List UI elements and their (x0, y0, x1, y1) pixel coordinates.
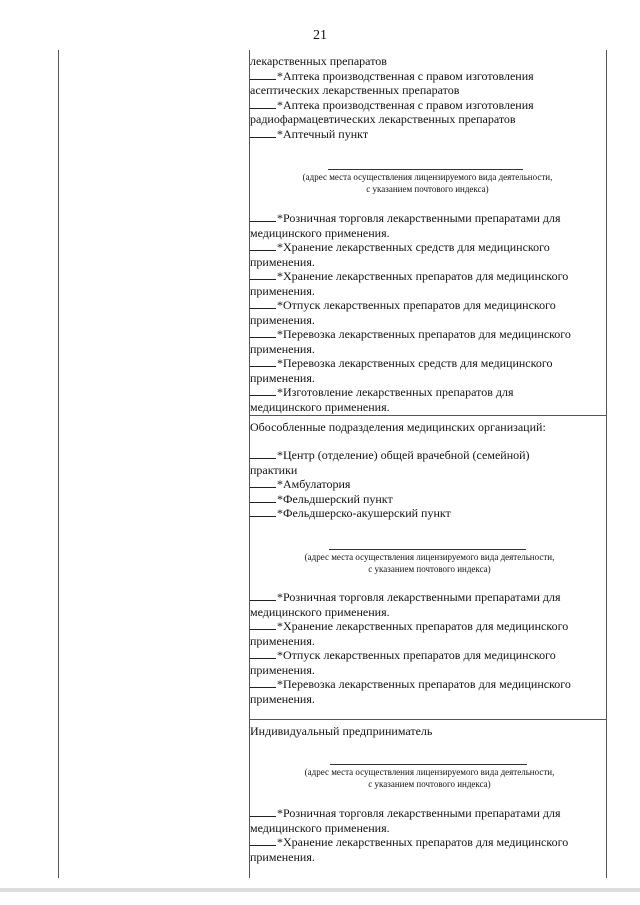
activity-item: *Изготовление лекарственных препаратов для (250, 385, 605, 400)
activity-item: *Перевозка лекарственных препаратов для медицинского (250, 677, 605, 692)
activity-item: *Отпуск лекарственных препаратов для медицинского (250, 648, 605, 663)
pharmacy-item-2: *Аптека производственная с правом изготовления (250, 98, 605, 113)
subdivision-item: *Амбулатория (250, 477, 605, 492)
address-caption-2: (адрес места осуществления лицензируемого вида деятельности, с указанием почтового индекса) (304, 552, 555, 574)
activity-item-cont: медицинского применения. (250, 399, 390, 414)
activity-item: *Хранение лекарственных препаратов для медицинского (250, 269, 605, 284)
checkbox-blank[interactable] (250, 69, 276, 80)
pharmacy-item-3: *Аптечный пункт (250, 127, 605, 142)
checkbox-blank[interactable] (250, 127, 276, 138)
checkbox-blank[interactable] (250, 677, 276, 688)
activity-item-cont: применения. (250, 312, 315, 327)
activity-item-cont: применения. (250, 849, 315, 864)
checkbox-blank[interactable] (250, 98, 276, 109)
checkbox-blank[interactable] (250, 590, 276, 601)
pharmacy-activities (250, 211, 605, 414)
address-line-3[interactable] (330, 764, 527, 765)
activity-item: *Розничная торговля лекарственными препаратами для (250, 806, 605, 821)
checkbox-blank[interactable] (250, 327, 276, 338)
checkbox-blank[interactable] (250, 356, 276, 367)
pharmacy-item-2-cont: радиофармацевтических лекарственных препаратов (250, 112, 516, 126)
activity-item: *Хранение лекарственных препаратов для медицинского (250, 619, 605, 634)
address-line-2[interactable] (329, 549, 526, 550)
activity-item: *Перевозка лекарственных препаратов для медицинского (250, 327, 605, 342)
checkbox-blank[interactable] (250, 477, 276, 488)
table-right-border (606, 50, 607, 878)
checkbox-blank[interactable] (250, 385, 276, 396)
section-title: Индивидуальный предприниматель (250, 724, 433, 738)
activity-item-cont: применения. (250, 691, 315, 706)
checkbox-blank[interactable] (250, 648, 276, 659)
row-divider-1 (249, 415, 607, 416)
activity-item-cont: медицинского применения. (250, 820, 390, 835)
medical-subdivision-types (250, 448, 605, 521)
medical-subdivisions-section (250, 420, 605, 435)
page-bottom-edge (0, 888, 640, 892)
subdivision-item: *Центр (отделение) общей врачебной (семейной) (250, 448, 605, 463)
address-caption-1: (адрес места осуществления лицензируемого вида деятельности, с указанием почтового индекса) (302, 172, 553, 194)
subdivision-item: *Фельдшерский пункт (250, 492, 605, 507)
activity-item: *Хранение лекарственных средств для медицинского (250, 240, 605, 255)
entrepreneur-activities (250, 806, 605, 864)
activity-item: *Хранение лекарственных препаратов для медицинского (250, 835, 605, 850)
page-number: 21 (313, 28, 327, 43)
checkbox-blank[interactable] (250, 269, 276, 280)
activity-item-cont: применения. (250, 370, 315, 385)
individual-entrepreneur-section (250, 724, 605, 739)
checkbox-blank[interactable] (250, 211, 276, 222)
subdivision-activities (250, 590, 605, 706)
activity-item-cont: применения. (250, 283, 315, 298)
activity-item: *Перевозка лекарственных средств для медицинского (250, 356, 605, 371)
activity-item-cont: медицинского применения. (250, 225, 390, 240)
section-title: Обособленные подразделения медицинских организаций: (250, 420, 546, 434)
pharmacy-item-1-cont: асептических лекарственных препаратов (250, 83, 460, 97)
checkbox-blank[interactable] (250, 492, 276, 503)
row-divider-2 (249, 719, 607, 720)
address-caption-3: (адрес места осуществления лицензируемого вида деятельности, с указанием почтового индекса) (304, 767, 555, 789)
activity-item-cont: медицинского применения. (250, 604, 390, 619)
subdivision-item: *Фельдшерско-акушерский пункт (250, 506, 605, 521)
activity-item-cont: применения. (250, 341, 315, 356)
activity-item: *Отпуск лекарственных препаратов для медицинского (250, 298, 605, 313)
checkbox-blank[interactable] (250, 240, 276, 251)
checkbox-blank[interactable] (250, 806, 276, 817)
table-left-outer-border (58, 50, 59, 878)
checkbox-blank[interactable] (250, 619, 276, 630)
pharmacy-item-1: *Аптека производственная с правом изготовления (250, 69, 605, 84)
address-line-1[interactable] (328, 169, 523, 170)
continuation-text: лекарственных препаратов (250, 54, 387, 68)
checkbox-blank[interactable] (250, 298, 276, 309)
checkbox-blank[interactable] (250, 506, 276, 517)
activity-item: *Розничная торговля лекарственными препаратами для (250, 590, 605, 605)
checkbox-blank[interactable] (250, 448, 276, 459)
checkbox-blank[interactable] (250, 835, 276, 846)
subdivision-item-cont: практики (250, 462, 298, 477)
activity-item-cont: применения. (250, 633, 315, 648)
activity-item-cont: применения. (250, 662, 315, 677)
pharmacy-section (250, 54, 605, 141)
activity-item: *Розничная торговля лекарственными препаратами для (250, 211, 605, 226)
activity-item-cont: применения. (250, 254, 315, 269)
